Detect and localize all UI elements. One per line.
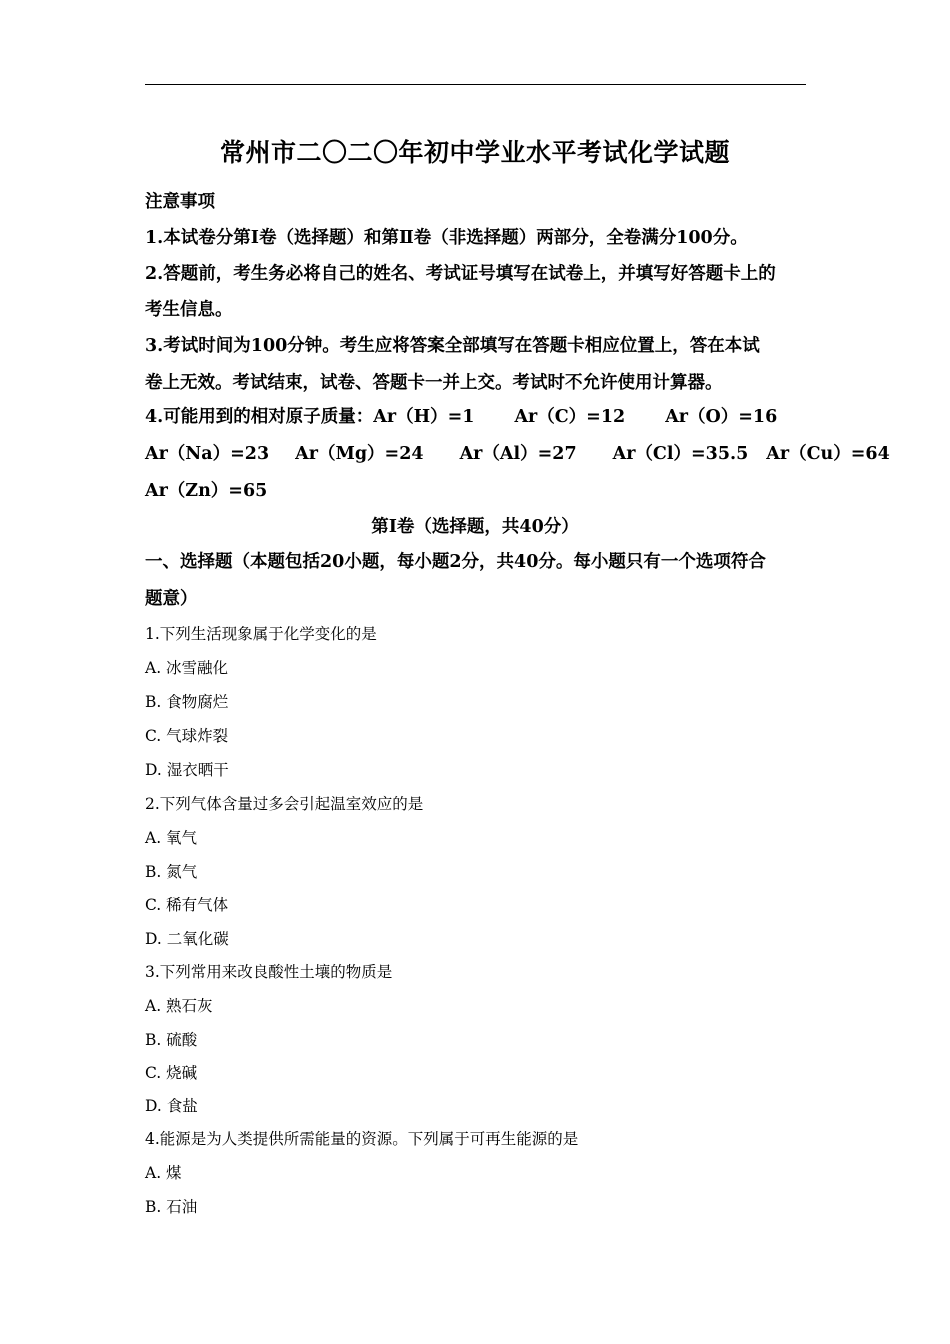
atomic-mass: Ar（C）=12 [514, 407, 626, 427]
option-c: C. 稀有气体 [145, 896, 229, 914]
atomic-mass-row-1 [145, 403, 777, 428]
option-b: B. 石油 [145, 1198, 198, 1216]
notice-item-3-line-2: 卷上无效。考试结束，试卷、答题卡一并上交。考试时不允许使用计算器。 [145, 373, 723, 393]
question-stem: 3.下列常用来改良酸性土壤的物质是 [145, 963, 393, 981]
atomic-mass: Ar（Cu）=64 [766, 444, 890, 464]
option-b: B. 食物腐烂 [145, 693, 229, 711]
notice-item-1: 1.本试卷分第Ⅰ卷（选择题）和第Ⅱ卷（非选择题）两部分，全卷满分100分。 [145, 228, 748, 248]
atomic-mass: Ar（Mg）=24 [295, 444, 424, 464]
notice-item-4-prefix: 4.可能用到的相对原子质量： [145, 407, 374, 427]
option-b: B. 氮气 [145, 863, 198, 881]
atomic-mass-row-2 [145, 440, 890, 465]
option-d: D. 食盐 [145, 1097, 198, 1115]
question-stem: 4.能源是为人类提供所需能量的资源。下列属于可再生能源的是 [145, 1130, 579, 1148]
option-d: D. 湿衣晒干 [145, 761, 229, 779]
part-1-heading: 第Ⅰ卷（选择题，共40分） [371, 517, 579, 537]
atomic-mass: Ar（Al）=27 [459, 444, 577, 464]
question-stem: 1.下列生活现象属于化学变化的是 [145, 625, 377, 643]
header-rule [145, 84, 806, 85]
notice-item-2-line-1: 2.答题前，考生务必将自己的姓名、考试证号填写在试卷上，并填写好答题卡上的 [145, 264, 776, 284]
exam-title: 常州市二〇二〇年初中学业水平考试化学试题 [219, 138, 730, 167]
atomic-mass: Ar（Zn）=65 [145, 481, 268, 501]
option-a: A. 氧气 [145, 829, 198, 847]
option-d: D. 二氧化碳 [145, 930, 229, 948]
option-b: B. 硫酸 [145, 1031, 198, 1049]
notice-heading: 注意事项 [145, 192, 215, 212]
section-1-instructions-line-1: 一、选择题（本题包括20小题，每小题2分，共40分。每小题只有一个选项符合 [145, 552, 766, 572]
question-stem: 2.下列气体含量过多会引起温室效应的是 [145, 795, 424, 813]
option-c: C. 烧碱 [145, 1064, 198, 1082]
option-c: C. 气球炸裂 [145, 727, 229, 745]
atomic-mass: Ar（O）=16 [665, 407, 778, 427]
notice-item-2-line-2: 考生信息。 [145, 300, 233, 320]
option-a: A. 煤 [145, 1164, 182, 1182]
atomic-mass: Ar（Cl）=35.5 [612, 444, 749, 464]
atomic-mass: Ar（Na）=23 [145, 444, 270, 464]
notice-item-3-line-1: 3.考试时间为100分钟。考生应将答案全部填写在答题卡相应位置上，答在本试 [145, 336, 760, 356]
atomic-mass: Ar（H）=1 [373, 407, 475, 427]
option-a: A. 熟石灰 [145, 997, 213, 1015]
atomic-mass-row-3 [145, 477, 267, 502]
section-1-instructions-line-2: 题意） [145, 589, 198, 609]
option-a: A. 冰雪融化 [145, 659, 229, 677]
